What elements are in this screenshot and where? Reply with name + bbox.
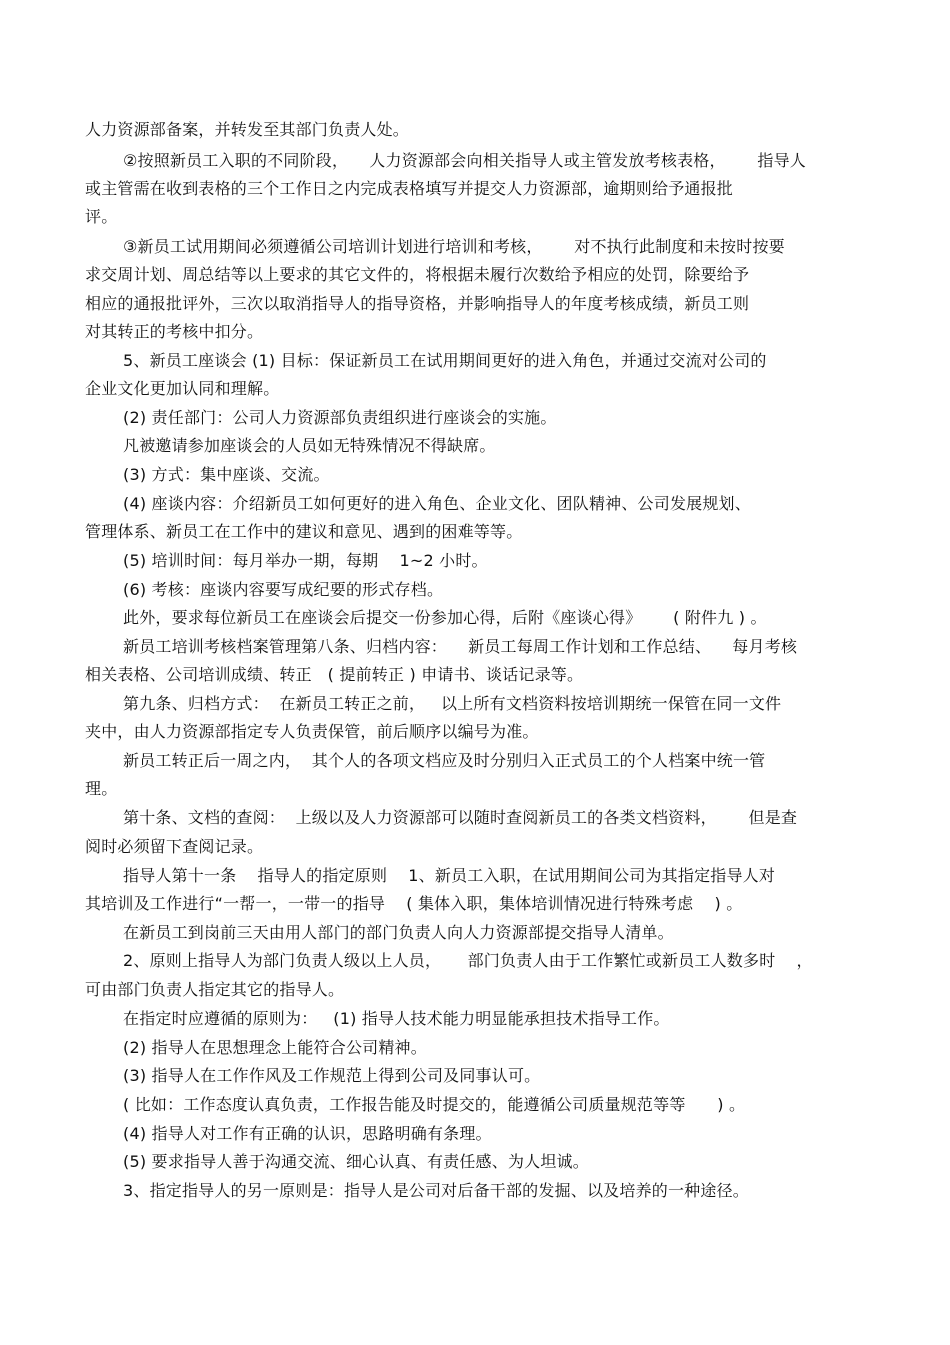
text-line: (5) 培训时间：每月举办一期，每期 1~2 小时。 (123, 551, 488, 570)
text-line: 在指定时应遵循的原则为： (1) 指导人技术能力明显能承担技术指导工作。 (123, 1009, 670, 1028)
text-line: 企业文化更加认同和理解。 (85, 379, 280, 398)
text-line: 相应的通报批评外，三次以取消指导人的指导资格，并影响指导人的年度考核成绩，新员工则 (85, 294, 750, 313)
text-line: 此外，要求每位新员工在座谈会后提交一份参加心得，后附《座谈心得》 ( 附件九 ) 。 (123, 608, 767, 627)
text-line: 或主管需在收到表格的三个工作日之内完成表格填写并提交人力资源部，逾期则给予通报批 (85, 179, 734, 198)
text-line: (2) 责任部门：公司人力资源部负责组织进行座谈会的实施。 (123, 408, 557, 427)
text-line: 阅时必须留下查阅记录。 (85, 837, 264, 856)
text-line: 管理体系、新员工在工作中的建议和意见、遇到的困难等等。 (85, 522, 523, 541)
text-line: 求交周计划、周总结等以上要求的其它文件的，将根据未履行次数给予相应的处罚，除要给予 (85, 265, 750, 284)
text-line: 其培训及工作进行“一帮一，一带一的指导 ( 集体入职，集体培训情况进行特殊考虑 ) 。 (85, 894, 743, 913)
text-line: 在新员工到岗前三天由用人部门的部门负责人向人力资源部提交指导人清单。 (123, 923, 674, 942)
text-line: 指导人第十一条 指导人的指定原则 1、新员工入职，在试用期间公司为其指定指导人对 (123, 866, 776, 885)
text-line: 凡被邀请参加座谈会的人员如无特殊情况不得缺席。 (123, 436, 496, 455)
text-line: 对其转正的考核中扣分。 (85, 322, 264, 341)
text-line: 5、新员工座谈会 (1) 目标：保证新员工在试用期间更好的进入角色，并通过交流对公司的 (123, 351, 767, 370)
text-line: (4) 指导人对工作有正确的认识，思路明确有条理。 (123, 1124, 492, 1143)
text-line: 可由部门负责人指定其它的指导人。 (85, 980, 345, 999)
text-line: ②按照新员工入职的不同阶段， 人力资源部会向相关指导人或主管发放考核表格， 指导人 (123, 151, 807, 170)
text-line: 夹中，由人力资源部指定专人负责保管，前后顺序以编号为准。 (85, 722, 539, 741)
text-line: (3) 指导人在工作作风及工作规范上得到公司及同事认可。 (123, 1066, 541, 1085)
text-line: 第十条、文档的查阅： 上级以及人力资源部可以随时查阅新员工的各类文档资料， 但是查 (123, 808, 798, 827)
text-line: 新员工转正后一周之内， 其个人的各项文档应及时分别归入正式员工的个人档案中统一管 (123, 751, 766, 770)
text-line: 第九条、归档方式： 在新员工转正之前， 以上所有文档资料按培训期统一保管在同一文件 (123, 694, 782, 713)
text-line: (2) 指导人在思想理念上能符合公司精神。 (123, 1038, 427, 1057)
text-line: ( 比如：工作态度认真负责，工作报告能及时提交的，能遵循公司质量规范等等 ) 。 (123, 1095, 746, 1114)
text-line: ③新员工试用期间必须遵循公司培训计划进行培训和考核， 对不执行此制度和未按时按要 (123, 237, 785, 256)
text-line: (5) 要求指导人善于沟通交流、细心认真、有责任感、为人坦诚。 (123, 1152, 589, 1171)
text-line: 相关表格、公司培训成绩、转正 ( 提前转正 ) 申请书、谈话记录等。 (85, 665, 584, 684)
text-line: 理。 (85, 779, 118, 798)
text-line: (6) 考核：座谈内容要写成纪要的形式存档。 (123, 580, 444, 599)
text-line: 3、指定指导人的另一原则是：指导人是公司对后备干部的发掘、以及培养的一种途径。 (123, 1181, 749, 1200)
text-line: (3) 方式：集中座谈、交流。 (123, 465, 330, 484)
text-line: 新员工培训考核档案管理第八条、归档内容： 新员工每周工作计划和工作总结、 每月考核 (123, 637, 798, 656)
text-line: 评。 (85, 207, 118, 226)
text-line: (4) 座谈内容：介绍新员工如何更好的进入角色、企业文化、团队精神、公司发展规划、 (123, 494, 751, 513)
text-line: 2、原则上指导人为部门负责人级以上人员， 部门负责人由于工作繁忙或新员工人数多时 ， (123, 951, 813, 970)
text-line: 人力资源部备案，并转发至其部门负责人处。 (85, 120, 410, 139)
